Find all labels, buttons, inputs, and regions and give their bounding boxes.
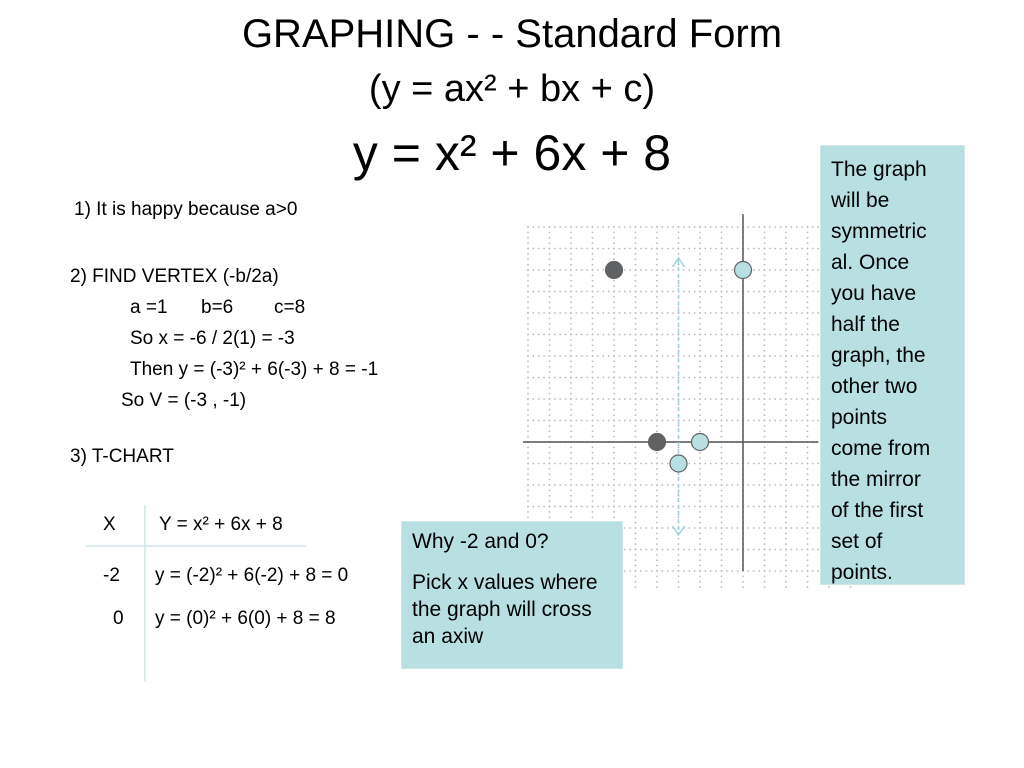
symmetry-note — [820, 145, 965, 585]
plotted-point — [649, 434, 666, 451]
step-1: 1) It is happy because a>0 — [74, 199, 298, 220]
t-chart-header-x: X — [103, 514, 116, 535]
mirrored-point — [670, 455, 687, 472]
mirrored-point — [692, 434, 709, 451]
vertex-x-calc: So x = -6 / 2(1) = -3 — [130, 328, 295, 349]
equation: y = x² + 6x + 8 — [352, 125, 672, 181]
why-box — [401, 521, 623, 669]
t-chart-row-x: 0 — [113, 608, 124, 629]
why-question: Why -2 and 0? — [412, 530, 549, 553]
t-chart-header-y: Y = x² + 6x + 8 — [159, 514, 283, 535]
t-chart-row-x: -2 — [103, 565, 120, 586]
page-title: GRAPHING - - Standard Form — [241, 12, 783, 56]
vertex-result: So V = (-3 , -1) — [121, 390, 247, 411]
coefficient-b: b=6 — [201, 297, 234, 318]
why-answer: Pick x values where the graph will cross an axiw — [412, 571, 598, 648]
standard-form-formula: (y = ax² + bx + c) — [368, 68, 656, 110]
coefficient-c: c=8 — [274, 297, 306, 318]
t-chart-row-y: y = (0)² + 6(0) + 8 = 8 — [155, 608, 336, 629]
vertex-y-calc: Then y = (-3)² + 6(-3) + 8 = -1 — [130, 359, 379, 380]
symmetry-note-text: The graph will be symmetric al. Once you have half the graph, the other two points come from the mirror of the first set of points. — [831, 158, 931, 584]
step-2-heading: 2) FIND VERTEX (-b/2a) — [70, 266, 279, 287]
coefficient-a: a =1 — [130, 297, 168, 318]
step-3-heading: 3) T-CHART — [70, 446, 174, 467]
t-chart-row-y: y = (-2)² + 6(-2) + 8 = 0 — [155, 565, 349, 586]
mirrored-point — [735, 262, 752, 279]
plotted-point — [606, 262, 623, 279]
